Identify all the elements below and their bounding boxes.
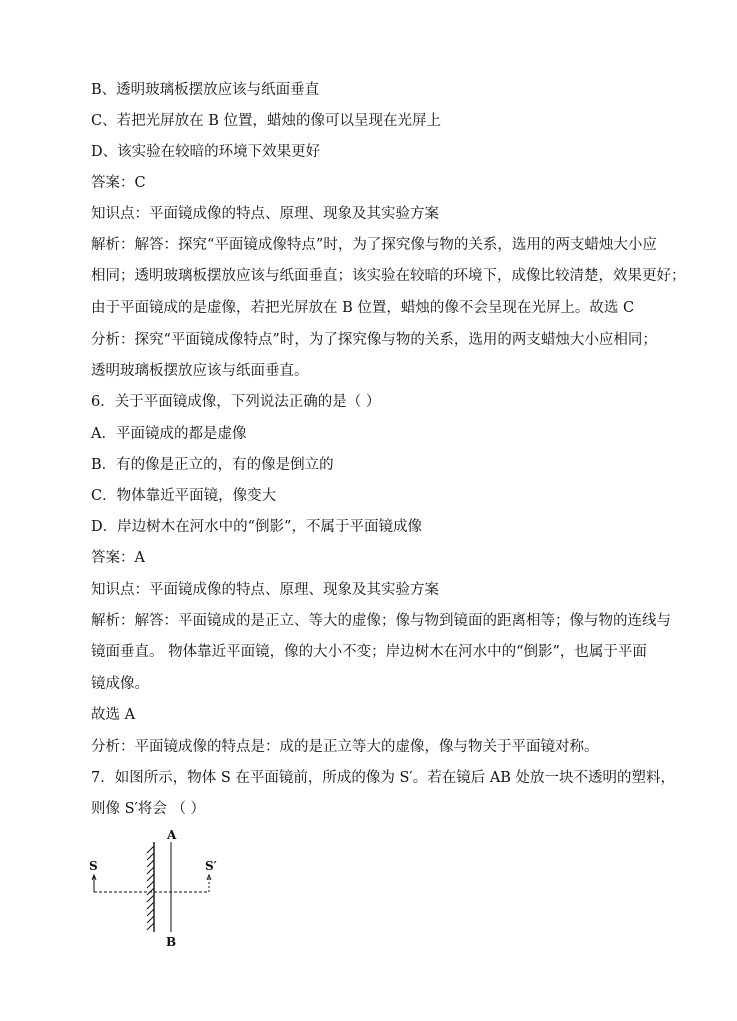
text-line: 分析：平面镜成像的特点是：成的是正立等大的虚像，像与物关于平面镜对称。	[91, 739, 599, 755]
text-line: D、该实验在较暗的环境下效果更好	[91, 144, 321, 160]
label-a: A	[167, 828, 177, 842]
option-d: D．岸边树木在河水中的“倒影”，不属于平面镜成像	[91, 519, 422, 535]
text-line: 解析：解答：平面镜成的是正立、等大的虚像；像与物到镜面的距离相等；像与物的连线与	[91, 613, 671, 629]
answer-line: 答案：A	[91, 550, 145, 566]
answer-line: 答案：C	[91, 175, 146, 191]
text-line: 镜成像。	[91, 676, 149, 692]
option-b: B．有的像是正立的，有的像是倒立的	[91, 457, 334, 473]
option-a: A．平面镜成的都是虚像	[91, 426, 247, 442]
text-line: 相同；透明玻璃板摆放应该与纸面垂直；该实验在较暗的环境下，成像比较清楚，效果更好；	[91, 268, 686, 284]
text-line: 透明玻璃板摆放应该与纸面垂直。	[91, 363, 309, 379]
label-b: B	[166, 935, 177, 949]
text-line: 分析：探究“平面镜成像特点”时，为了探究像与物的关系，选用的两支蜡烛大小应相同；	[91, 332, 657, 348]
question-7-stem: 7．如图所示，物体 S 在平面镜前，所成的像为 S′。若在镜后 AB 处放一块不透明的塑料，	[91, 770, 676, 786]
text-line: 镜面垂直。 物体靠近平面镜，像的大小不变；岸边树木在河水中的“倒影”，也属于平面	[91, 644, 647, 660]
question-6-stem: 6．关于平面镜成像，下列说法正确的是（ ）	[91, 394, 381, 410]
question-7-stem: 则像 S′将会 （ ）	[91, 801, 206, 817]
label-s: S	[89, 859, 98, 873]
label-s-prime: S′	[205, 859, 217, 873]
text-line: C、若把光屏放在 B 位置，蜡烛的像可以呈现在光屏上	[91, 113, 441, 129]
mirror-figure	[85, 826, 245, 951]
mirror-hatching	[147, 846, 154, 930]
text-line: 解析：解答：探究“平面镜成像特点”时，为了探究像与物的关系，选用的两支蜡烛大小应	[91, 237, 657, 253]
mirror-diagram	[85, 826, 245, 951]
knowledge-point-line: 知识点：平面镜成像的特点、原理、现象及其实验方案	[91, 206, 439, 222]
text-line: 由于平面镜成的是虚像，若把光屏放在 B 位置，蜡烛的像不会呈现在光屏上。故选 C	[91, 300, 635, 316]
option-c: C．物体靠近平面镜，像变大	[91, 488, 277, 504]
text-line: 故选 A	[91, 707, 136, 723]
knowledge-point-line: 知识点：平面镜成像的特点、原理、现象及其实验方案	[91, 582, 439, 598]
text-line: B、透明玻璃板摆放应该与纸面垂直	[91, 82, 320, 98]
